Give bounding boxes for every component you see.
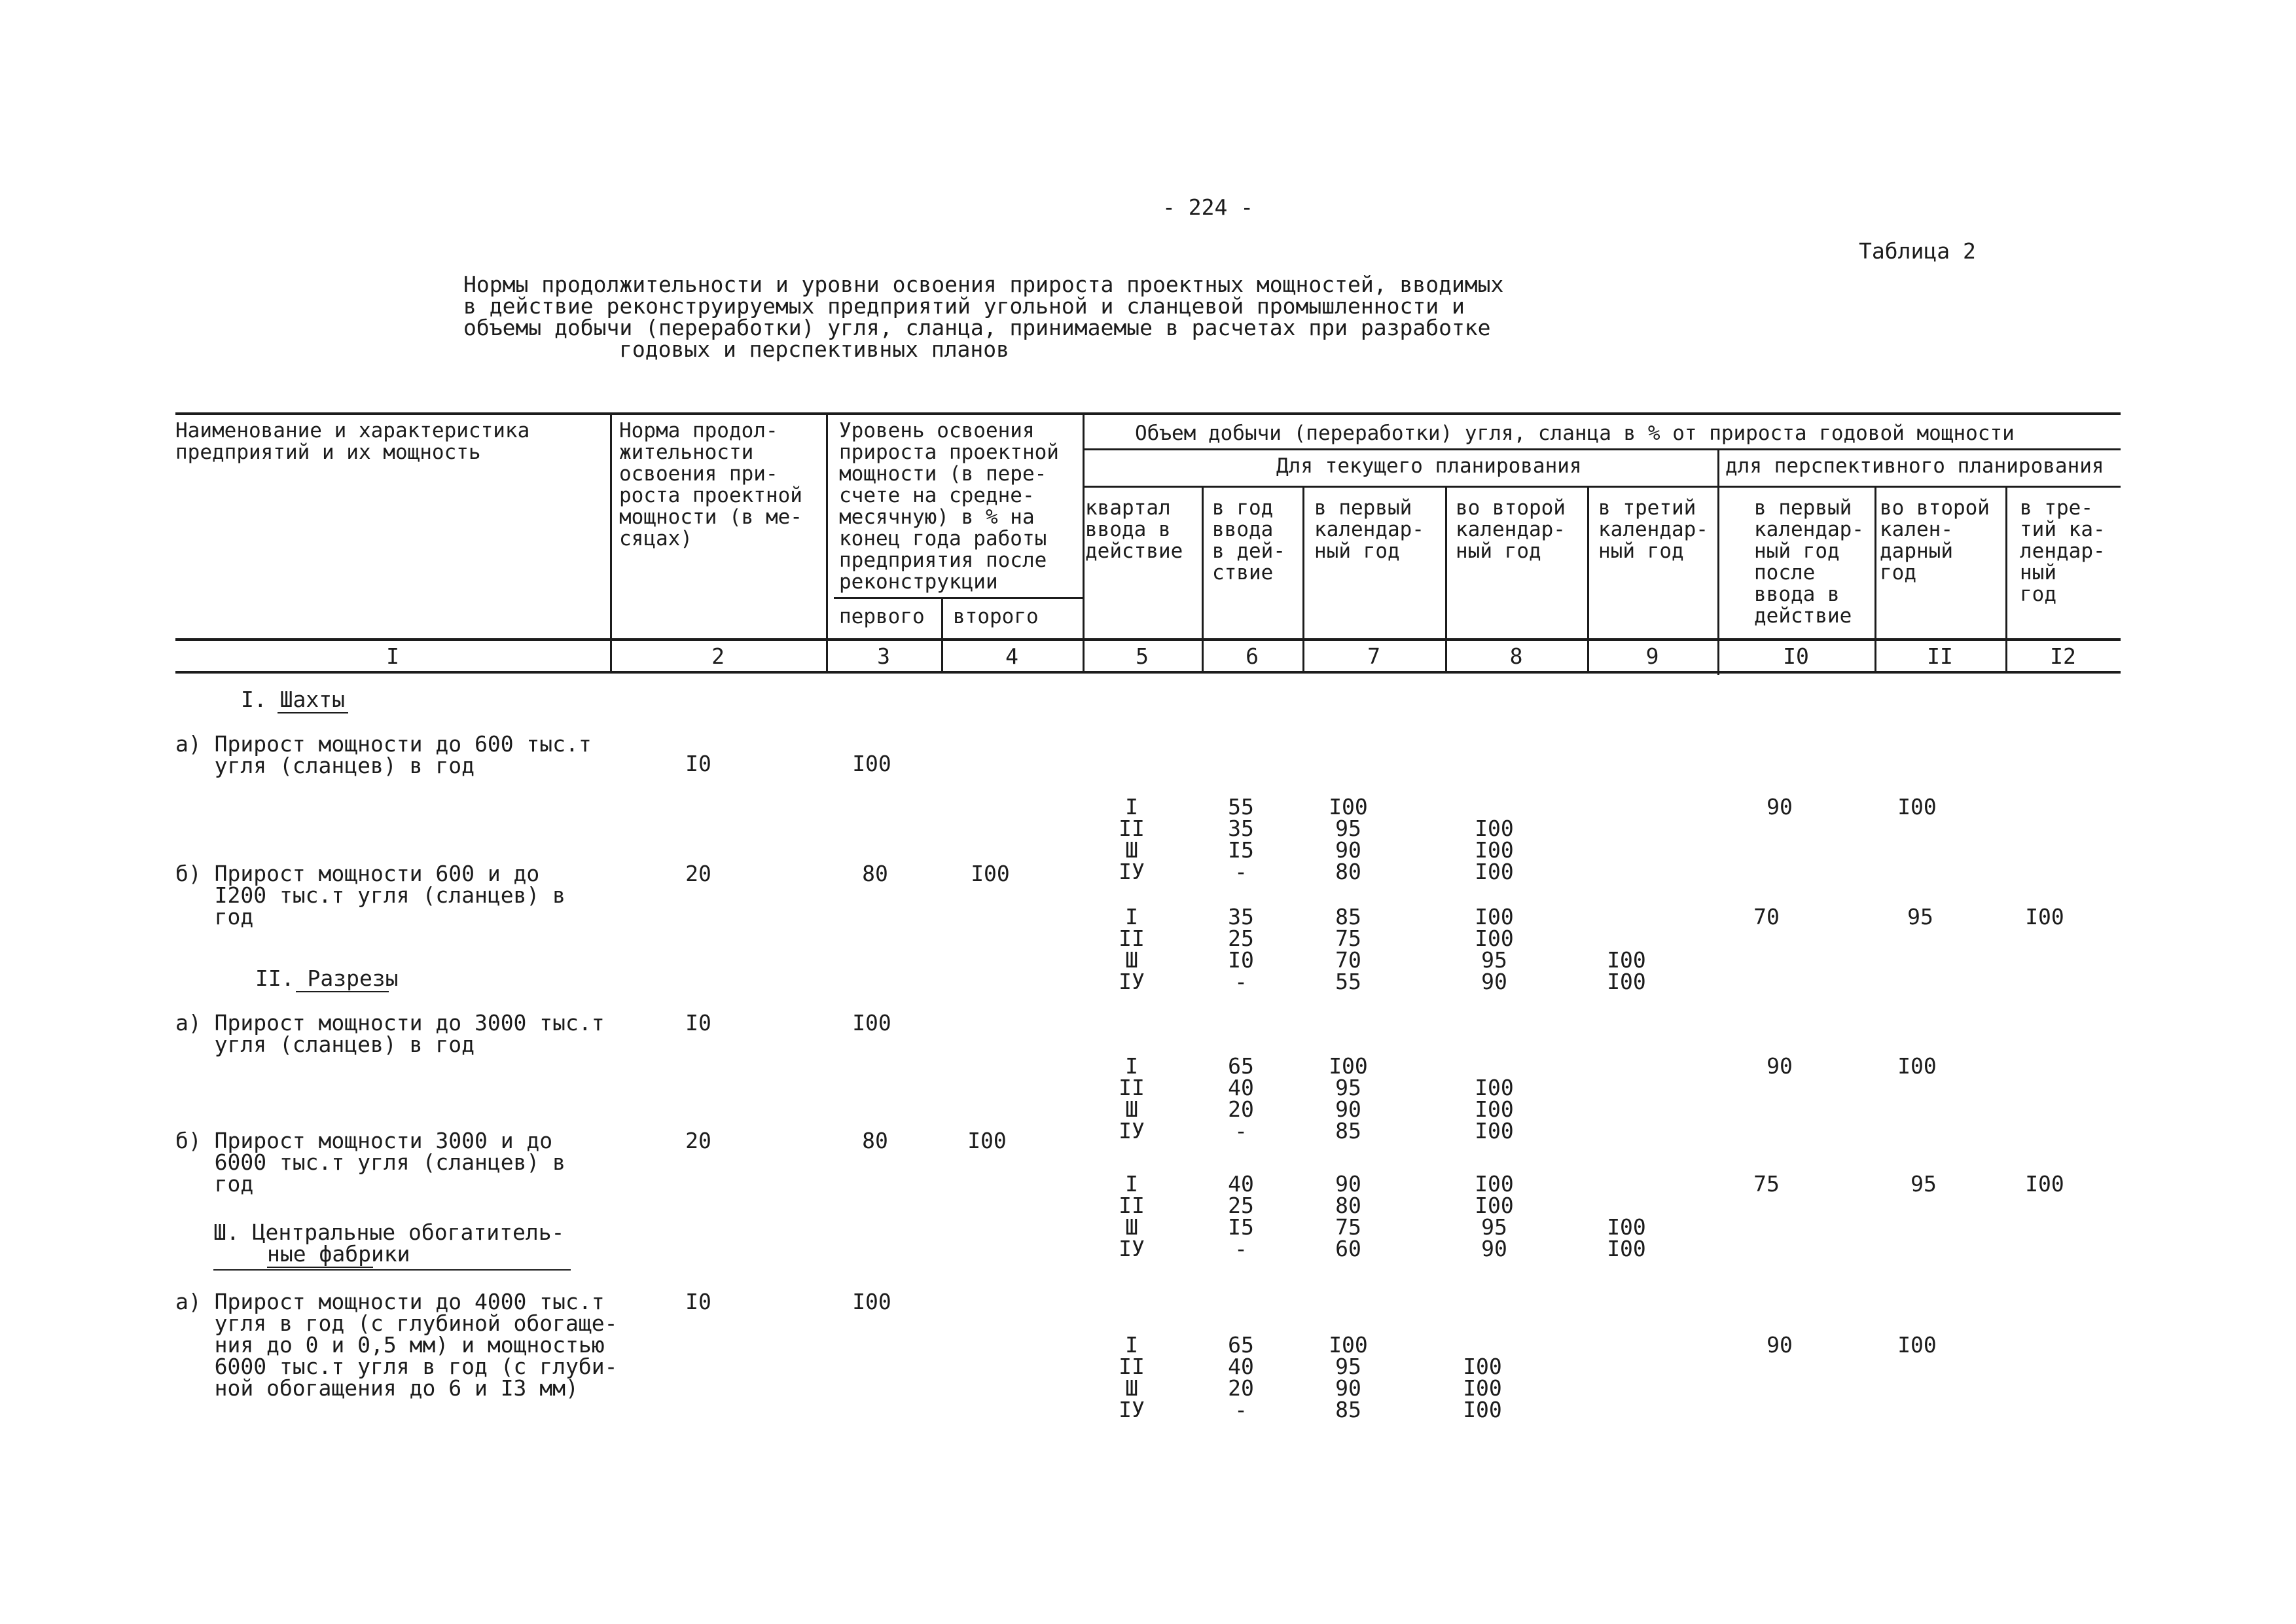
vline-5: [1202, 486, 1204, 672]
vline-2: [826, 414, 828, 672]
header-bottom-rule: [175, 638, 2121, 641]
title-line-4: годовых и перспективных планов: [619, 336, 1010, 362]
title-line-1: Нормы продолжительности и уровни освоения прироста проектных мощностей, вводимых: [463, 272, 1504, 297]
page-number: - 224 -: [1162, 194, 1254, 220]
header-current-group: Для текущего планирования: [1276, 454, 1582, 478]
title-line-3: объемы добычи (переработки) угля, сланца, принимаемые в расчетах при разработке: [463, 315, 1491, 340]
volume-group-rule: [1083, 448, 2121, 450]
header-volume-group: Объем добычи (переработки) угля, сланца в % от прироста годовой мощности: [1135, 422, 2015, 445]
table-label: Таблица 2: [1859, 238, 1976, 264]
underline-plants-2: [213, 1269, 571, 1271]
current-group-rule: [1083, 486, 2121, 488]
title-line-2: в действие реконструируемых предприятий угольной и сланцевой промышленности и: [463, 293, 1465, 319]
vline-8: [1587, 486, 1589, 672]
vline-7: [1445, 486, 1447, 672]
underline-mines: [278, 712, 348, 713]
underline-open-pits: [296, 991, 389, 992]
header-perspective-group: для перспективного планирования: [1725, 454, 2104, 478]
vline-6: [1302, 486, 1304, 672]
vline-4: [1083, 414, 1085, 672]
header-col3-sub: первого: [839, 605, 925, 628]
vline-11: [2005, 486, 2007, 672]
header-col4-sub: второго: [953, 605, 1039, 628]
col34-sub-rule: [834, 597, 1083, 599]
section-title-open-pits: II. Разрезы: [255, 965, 399, 991]
numbers-bottom-rule: [175, 671, 2121, 674]
vline-9: [1717, 448, 1719, 675]
section-title-mines: I. Шахты: [241, 687, 345, 712]
underline-plants-1: [267, 1267, 373, 1268]
vline-10: [1874, 486, 1876, 672]
table-top-rule: [175, 412, 2121, 415]
vline-1: [610, 414, 612, 672]
